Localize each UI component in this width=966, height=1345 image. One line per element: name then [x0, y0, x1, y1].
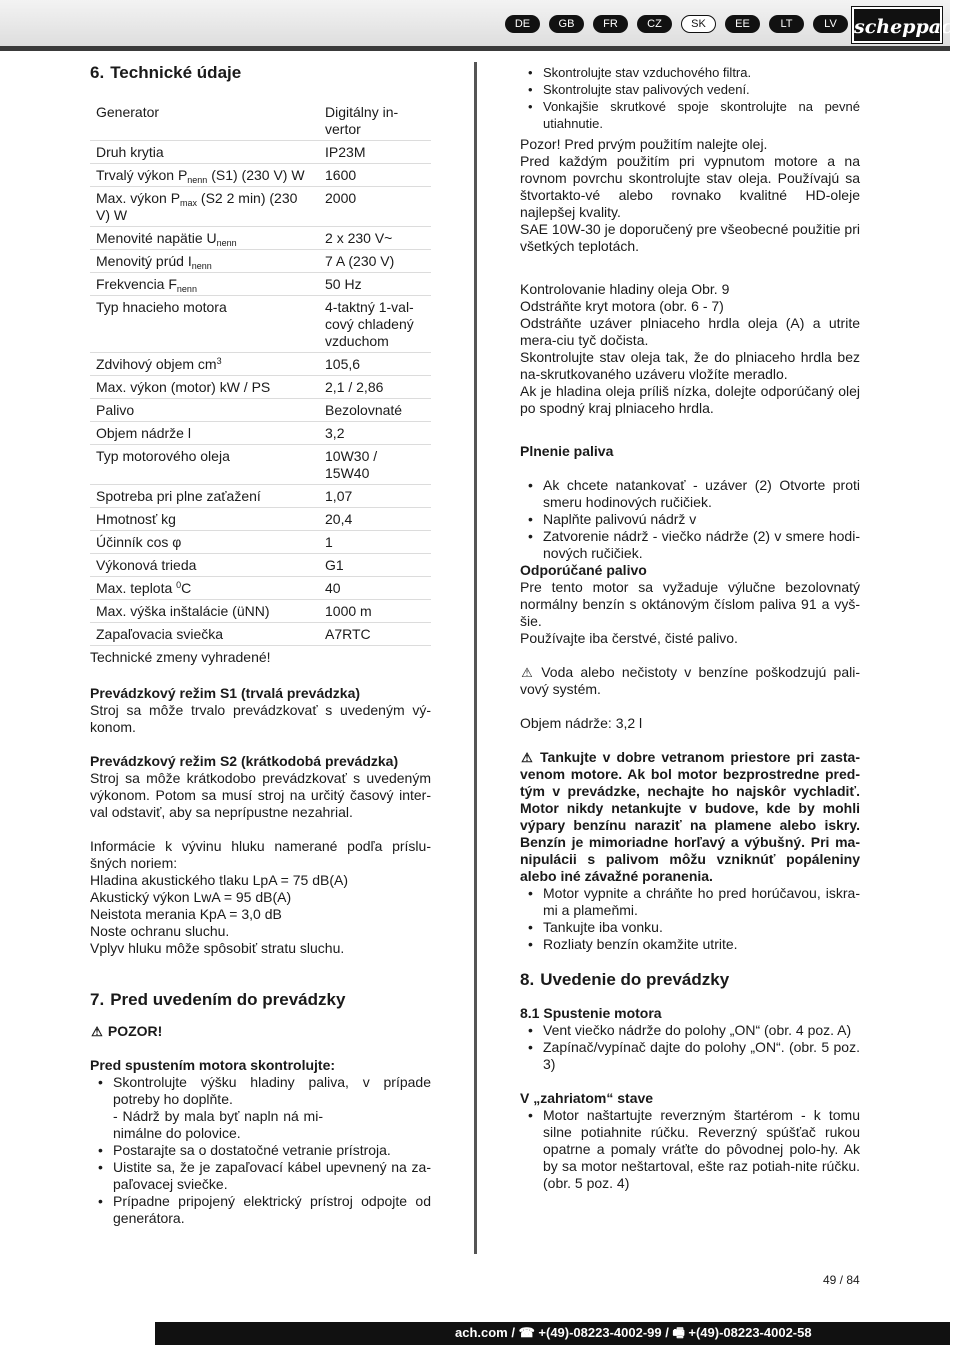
warning-icon: ⚠: [521, 665, 533, 680]
spec-value: 2000: [319, 187, 431, 227]
lang-tab-gb[interactable]: GB: [549, 15, 584, 33]
check-list-right: [520, 64, 860, 132]
text-line: Informácie k vývinu hluku namerané podľa príslu-šných noriem:: [90, 838, 431, 871]
fuel-title: Plnenie paliva: [520, 443, 614, 459]
oil-check-detail: [520, 315, 860, 417]
list-item: • Skontrolujte stav vzduchového filtra.: [520, 64, 860, 81]
table-row: [90, 508, 431, 531]
s1-title: Prevádzkový režim S1 (trvalá prevádzka): [90, 685, 361, 701]
oil-info: [520, 136, 860, 255]
table-row: [90, 187, 431, 227]
table-row: [90, 577, 431, 600]
warning-icon: ⚠: [521, 750, 533, 765]
s2-title: Prevádzkový režim S2 (krátkodobá prevádzka): [90, 753, 399, 769]
spec-key: Palivo: [90, 399, 319, 422]
list-item: • Zapínač/vypínač dajte do polohy „ON“. (obr. 5 poz. 3): [520, 1039, 860, 1073]
spec-value: IP23M: [319, 141, 431, 164]
spec-key: Menovité napätie $U_{nenn}$: [90, 227, 319, 250]
header-rule: [0, 46, 950, 51]
noise-info: [90, 838, 431, 957]
spec-value: 20,4: [319, 508, 431, 531]
text-line: Kontrolovanie hladiny oleja Obr. 9: [520, 281, 730, 297]
warning-icon: ⚠: [91, 1024, 103, 1039]
text-line: Hladina akustického tlaku LpA = 75 dB(A): [90, 872, 348, 888]
spec-key: Zdvihový objem $cm^3$: [90, 353, 319, 376]
list-item: • Motor naštartujte reverzným štartérom - k tomu silne potiahnite rúčku. Reverzný spúšťač rukou opatrne a pomaly vráťte do pôvodnej polo-hy. Ak by sa motor neštartoval, ešte raz potiah-nite rúčku. (obr. 5 poz. 4): [520, 1107, 860, 1192]
table-row: [90, 164, 431, 187]
table-row: [90, 399, 431, 422]
footer-blank: [0, 1322, 155, 1345]
spec-value: 1600: [319, 164, 431, 187]
spec-key: Max. výkon $P_{max}$ (S2 2 min) (230 V) W: [90, 187, 319, 227]
spec-value: 2,1 / 2,86: [319, 376, 431, 399]
table-row: [90, 422, 431, 445]
refuel-warning: ⚠ Tankujte v dobre vetranom priestore pri zasta-venom motore. Ak bol motor bezprostredne pred-tým v prevádzke, nechajte ho najskôr vychladiť. Motor nikdy netankujte v budove, kde by mohli výpary benzínu naraziť na plamene alebo iskry. Benzín je mimoriadne horľavý a výbušný. Pri ma-nipulácii s palivom môžu vzniknúť popáleniny alebo iné závažné poranenia.: [520, 749, 861, 884]
spec-key: Max. teplota $^0$C: [90, 577, 319, 600]
spec-table: [90, 101, 431, 646]
table-row: [90, 101, 431, 141]
spec-value: 40: [319, 577, 431, 600]
spec-value: 7 A (230 V): [319, 250, 431, 273]
tank-volume: Objem nádrže: 3,2 l: [520, 715, 643, 731]
table-row: [90, 273, 431, 296]
table-row: [90, 376, 431, 399]
page-header: [0, 0, 966, 50]
spec-value: 50 Hz: [319, 273, 431, 296]
check-list-more: [90, 1142, 431, 1227]
spec-key: Trvalý výkon $P_{nenn}$ (S1) (230 V) W: [90, 164, 319, 187]
list-item: • Postarajte sa o dostatočné vetranie prístroja.: [90, 1142, 431, 1159]
tech-changes-note: Technické zmeny vyhradené!: [90, 649, 271, 665]
spec-value: 3,2: [319, 422, 431, 445]
list-item: • Tankujte iba vonku.: [520, 919, 860, 936]
text-line: Odstráňte uzáver plniaceho hrdla oleja (A) a utrite mera-ciu tyč dočista.: [520, 315, 860, 348]
spec-key: Max. výška inštalácie (üNN): [90, 600, 319, 623]
spec-value: Bezolovnaté: [319, 399, 431, 422]
text-line: Odstráňte kryt motora (obr. 6 - 7): [520, 298, 724, 314]
spec-key: Menovitý prúd $I_{nenn}$: [90, 250, 319, 273]
oil-check-steps: [520, 281, 860, 315]
refuel-list: [520, 885, 860, 953]
attention-label: ⚠ POZOR!: [91, 1023, 163, 1039]
spec-value: 4-taktný 1-val-cový chladený vzduchom: [319, 296, 431, 353]
text-line: Vplyv hluku môže spôsobiť stratu sluchu.: [90, 940, 345, 956]
table-row: [90, 227, 431, 250]
section-7-heading: 7. Pred uvedením do prevádzky: [90, 990, 346, 1009]
list-item: • Rozliaty benzín okamžite utrite.: [520, 936, 860, 953]
list-item: • Motor vypnite a chráňte ho pred horúčavou, iskra-mi a plameňmi.: [520, 885, 860, 919]
lang-tab-fr[interactable]: FR: [593, 15, 628, 33]
spec-value: 2 x 230 V~: [319, 227, 431, 250]
spec-key: Typ motorového oleja: [90, 445, 319, 485]
spec-value: 1: [319, 531, 431, 554]
spec-value: 10W30 / 15W40: [319, 445, 431, 485]
table-row: [90, 623, 431, 646]
water-warning: ⚠ Voda alebo nečistoty v benzíne poškodzujú pali-vový systém.: [520, 664, 861, 697]
list-item: • Uistite sa, že je zapaľovací kábel upevnený na za-paľovacej sviečke.: [90, 1159, 431, 1193]
table-row: [90, 296, 431, 353]
page-number: 49 / 84: [823, 1273, 860, 1287]
table-row: [90, 250, 431, 273]
lang-tab-lv[interactable]: LV: [813, 15, 848, 33]
text-line: Pred každým použitím pri vypnutom motore a na rovnom povrchu skontrolujte stav oleja. Používajú sa štvortakto-vé alebo rovnako kvalitné HD-oleje najlepšej kvality.: [520, 153, 860, 220]
spec-key: Výkonová trieda: [90, 554, 319, 577]
lang-tab-ee[interactable]: EE: [725, 15, 760, 33]
recommended-fuel-text2: Používajte iba čerstvé, čisté palivo.: [520, 630, 738, 646]
list-item: • Skontrolujte stav palivových vedení.: [520, 81, 860, 98]
spec-key: Hmotnosť kg: [90, 508, 319, 531]
table-row: [90, 600, 431, 623]
footer-contact: ach.com / ☎ +(49)-08223-4002-99 / 🖷 +(49)-08223-4002-58: [455, 1325, 812, 1340]
text-line: Pozor! Pred prvým použitím nalejte olej.: [520, 136, 768, 152]
lang-tab-cz[interactable]: CZ: [637, 15, 672, 33]
text-line: Noste ochranu sluchu.: [90, 923, 230, 939]
spec-value: 1000 m: [319, 600, 431, 623]
recommended-fuel-title: Odporúčané palivo: [520, 562, 647, 578]
spec-key: Objem nádrže l: [90, 422, 319, 445]
table-row: [90, 554, 431, 577]
spec-key: Zapaľovacia sviečka: [90, 623, 319, 646]
s2-text: Stroj sa môže krátkodobo prevádzkovať s uvedeným výkonom. Potom sa musí stroj na určitý časový inter-val odstaviť, aby sa neprípustne nezahrial.: [90, 770, 431, 820]
warm-title: V „zahriatom“ stave: [520, 1090, 654, 1106]
table-row: [90, 445, 431, 485]
spec-value: G1: [319, 554, 431, 577]
table-row: [90, 141, 431, 164]
spec-key: Frekvencia $F_{nenn}$: [90, 273, 319, 296]
left-column: [90, 62, 431, 1227]
spec-value: 105,6: [319, 353, 431, 376]
spec-key: Typ hnacieho motora: [90, 296, 319, 353]
spec-value: A7RTC: [319, 623, 431, 646]
section-8-heading: 8. Uvedenie do prevádzky: [520, 970, 730, 989]
list-item: • Zatvorenie nádrž - viečko nádrže (2) v smere hodi-nových ručičiek.: [520, 528, 860, 562]
start-title: 8.1 Spustenie motora: [520, 1005, 662, 1021]
start-list: [520, 1022, 860, 1073]
lang-tab-lt[interactable]: LT: [769, 15, 804, 33]
text-line: Neistota merania KpA = 3,0 dB: [90, 906, 282, 922]
recommended-fuel-text: Pre tento motor sa vyžaduje výlučne bezolovnatý normálny benzín s oktánovým číslom paliva 91 a vyš-šie.: [520, 579, 860, 629]
language-tabs: [505, 15, 848, 33]
spec-key: Účinník cos φ: [90, 531, 319, 554]
list-item: • Vonkajšie skrutkové spoje skontrolujte na pevné utiahnutie.: [520, 98, 860, 132]
list-item: • Prípadne pripojený elektrický prístroj odpojte od generátora.: [90, 1193, 431, 1227]
text-line: Akustický výkon LwA = 95 dB(A): [90, 889, 292, 905]
text-line: Ak je hladina oleja príliš nízka, dolejte odporúčaný olej po spodný kraj plniaceho hrdla.: [520, 383, 860, 416]
text-line: SAE 10W-30 je doporučený pre všeobecné použitie pri všetkých teplotách.: [520, 221, 860, 254]
check-list: [90, 1074, 431, 1142]
s1-text: Stroj sa môže trvalo prevádzkovať s uvedeným vý-konom.: [90, 702, 431, 735]
check-title: Pred spustením motora skontrolujte:: [90, 1057, 336, 1073]
phone-icon: ☎: [518, 1325, 535, 1340]
fuel-list: [520, 477, 860, 562]
fax-icon: 🖷: [672, 1325, 685, 1340]
spec-value: Digitálny in-vertor: [319, 101, 431, 141]
section-6-heading: 6. Technické údaje: [90, 63, 242, 82]
text-line: Skontrolujte stav oleja tak, že do plniaceho hrdla bez na-skrutkovaného uzáveru vložíte meradlo.: [520, 349, 860, 382]
list-item: • Skontrolujte výšku hladiny paliva, v prípade potreby ho doplňte. - Nádrž by mala byť napln ná mi-nimálne do polovice.: [90, 1074, 431, 1142]
table-row: [90, 353, 431, 376]
spec-key: Druh krytia: [90, 141, 319, 164]
lang-tab-de[interactable]: DE: [505, 15, 540, 33]
lang-tab-sk[interactable]: SK: [681, 15, 716, 33]
spec-key: Generator: [90, 101, 319, 141]
table-row: [90, 485, 431, 508]
list-item: • Ak chcete natankovať - uzáver (2) Otvorte proti smeru hodinových ručičiek.: [520, 477, 860, 511]
table-row: [90, 531, 431, 554]
spec-key: Spotreba pri plne zaťažení: [90, 485, 319, 508]
right-column: [520, 64, 860, 1192]
column-divider: [474, 62, 477, 1254]
spec-value: 1,07: [319, 485, 431, 508]
spec-key: Max. výkon (motor) kW / PS: [90, 376, 319, 399]
list-item: • Naplňte palivovú nádrž v: [520, 511, 860, 528]
list-item: • Vent viečko nádrže do polohy „ON“ (obr. 4 poz. A): [520, 1022, 860, 1039]
warm-list: [520, 1107, 860, 1192]
brand-logo: scheppach: [852, 7, 942, 43]
